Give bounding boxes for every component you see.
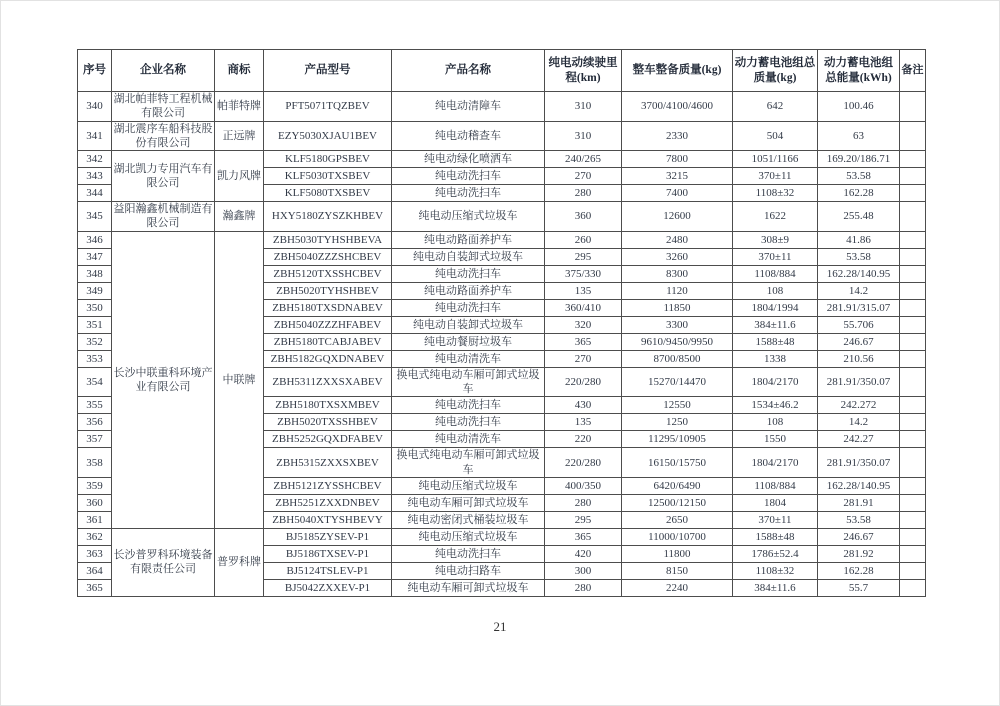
product-name-cell: 纯电动餐厨垃圾车 bbox=[392, 333, 545, 350]
battery-mass-cell: 370±11 bbox=[733, 248, 818, 265]
battery-energy-cell: 281.91 bbox=[818, 494, 900, 511]
battery-mass-cell: 1108±32 bbox=[733, 562, 818, 579]
row-serial: 352 bbox=[78, 333, 112, 350]
column-header-note: 备注 bbox=[900, 50, 926, 92]
battery-mass-cell: 370±11 bbox=[733, 168, 818, 185]
battery-energy-cell: 14.2 bbox=[818, 282, 900, 299]
column-header-battery-mass: 动力蓄电池组总质量(kg) bbox=[733, 50, 818, 92]
curb-mass-cell: 9610/9450/9950 bbox=[622, 333, 733, 350]
electric-range-cell: 220/280 bbox=[545, 448, 622, 478]
battery-energy-cell: 53.58 bbox=[818, 168, 900, 185]
electric-range-cell: 310 bbox=[545, 121, 622, 151]
note-cell bbox=[900, 528, 926, 545]
company-name-cell: 湖北震序车船科技股份有限公司 bbox=[113, 122, 213, 149]
electric-range-cell: 360 bbox=[545, 202, 622, 232]
product-name-cell: 纯电动压缩式垃圾车 bbox=[392, 528, 545, 545]
product-name-cell: 纯电动清洗车 bbox=[392, 350, 545, 367]
electric-range-cell: 220/280 bbox=[545, 367, 622, 397]
electric-range-cell: 300 bbox=[545, 562, 622, 579]
row-serial: 360 bbox=[78, 494, 112, 511]
row-serial: 365 bbox=[78, 579, 112, 596]
battery-mass-cell: 1550 bbox=[733, 431, 818, 448]
product-model-cell: ZBH5040ZZZSHCBEV bbox=[264, 248, 392, 265]
note-cell bbox=[900, 350, 926, 367]
company-name-cell: 湖北凯力专用汽车有限公司 bbox=[112, 151, 215, 202]
note-cell bbox=[900, 448, 926, 478]
note-cell bbox=[900, 333, 926, 350]
curb-mass-cell: 6420/6490 bbox=[622, 477, 733, 494]
electric-range-cell: 260 bbox=[545, 231, 622, 248]
row-serial: 351 bbox=[78, 316, 112, 333]
product-name-cell: 换电式纯电动车厢可卸式垃圾车 bbox=[392, 367, 545, 397]
battery-energy-cell: 55.706 bbox=[818, 316, 900, 333]
electric-range-cell: 270 bbox=[545, 350, 622, 367]
table-row bbox=[78, 202, 926, 232]
electric-range-cell: 365 bbox=[545, 333, 622, 350]
electric-range-cell: 240/265 bbox=[545, 151, 622, 168]
note-cell bbox=[900, 545, 926, 562]
electric-range-cell: 295 bbox=[545, 248, 622, 265]
row-serial: 362 bbox=[78, 528, 112, 545]
battery-mass-cell: 1051/1166 bbox=[733, 151, 818, 168]
battery-mass-cell: 308±9 bbox=[733, 231, 818, 248]
electric-range-cell: 135 bbox=[545, 282, 622, 299]
battery-mass-cell: 1338 bbox=[733, 350, 818, 367]
battery-energy-cell: 55.7 bbox=[818, 579, 900, 596]
table-row bbox=[78, 528, 926, 545]
product-model-cell: ZBH5180TXSXMBEV bbox=[264, 397, 392, 414]
battery-energy-cell: 53.58 bbox=[818, 511, 900, 528]
battery-mass-cell: 1786±52.4 bbox=[733, 545, 818, 562]
product-model-cell: ZBH5040XTYSHBEVY bbox=[264, 511, 392, 528]
battery-energy-cell: 210.56 bbox=[818, 350, 900, 367]
curb-mass-cell: 12600 bbox=[622, 202, 733, 232]
product-model-cell: ZBH5180TCABJABEV bbox=[264, 333, 392, 350]
column-header-mass: 整车整备质量(kg) bbox=[622, 50, 733, 92]
product-model-cell: ZBH5020TXSSHBEV bbox=[264, 414, 392, 431]
row-serial: 363 bbox=[78, 545, 112, 562]
curb-mass-cell: 15270/14470 bbox=[622, 367, 733, 397]
row-serial: 356 bbox=[78, 414, 112, 431]
row-serial: 344 bbox=[78, 185, 112, 202]
product-name-cell: 纯电动洗扫车 bbox=[392, 414, 545, 431]
note-cell bbox=[900, 477, 926, 494]
row-serial: 340 bbox=[78, 92, 112, 122]
brand-cell: 瀚鑫牌 bbox=[215, 202, 264, 232]
battery-mass-cell: 1534±46.2 bbox=[733, 397, 818, 414]
product-name-cell: 纯电动路面养护车 bbox=[392, 282, 545, 299]
product-name-cell: 纯电动密闭式桶装垃圾车 bbox=[392, 511, 545, 528]
product-model-cell: KLF5180GPSBEV bbox=[264, 151, 392, 168]
curb-mass-cell: 11850 bbox=[622, 299, 733, 316]
catalog-table-body bbox=[78, 92, 926, 597]
battery-energy-cell: 281.91/350.07 bbox=[818, 367, 900, 397]
product-model-cell: ZBH5315ZXXSXBEV bbox=[264, 448, 392, 478]
product-name-cell: 纯电动绿化喷洒车 bbox=[392, 151, 545, 168]
product-name-cell: 纯电动路面养护车 bbox=[392, 231, 545, 248]
curb-mass-cell: 2240 bbox=[622, 579, 733, 596]
curb-mass-cell: 2330 bbox=[622, 121, 733, 151]
vehicle-catalog-table bbox=[77, 49, 926, 597]
electric-range-cell: 270 bbox=[545, 168, 622, 185]
product-name-cell: 纯电动洗扫车 bbox=[392, 299, 545, 316]
column-header-company: 企业名称 bbox=[112, 50, 215, 92]
row-serial: 353 bbox=[78, 350, 112, 367]
row-serial: 361 bbox=[78, 511, 112, 528]
battery-energy-cell: 162.28 bbox=[818, 562, 900, 579]
electric-range-cell: 375/330 bbox=[545, 265, 622, 282]
product-name-cell: 纯电动洗扫车 bbox=[392, 545, 545, 562]
note-cell bbox=[900, 92, 926, 122]
brand-cell: 正远牌 bbox=[215, 121, 264, 151]
battery-energy-cell: 162.28/140.95 bbox=[818, 265, 900, 282]
product-name-cell: 纯电动洗扫车 bbox=[392, 397, 545, 414]
company-name-cell: 湖北帕菲特工程机械有限公司 bbox=[113, 93, 213, 120]
curb-mass-cell: 11295/10905 bbox=[622, 431, 733, 448]
electric-range-cell: 280 bbox=[545, 185, 622, 202]
battery-mass-cell: 384±11.6 bbox=[733, 579, 818, 596]
battery-mass-cell: 1804/2170 bbox=[733, 367, 818, 397]
page-number: 21 bbox=[493, 619, 507, 634]
row-serial: 350 bbox=[78, 299, 112, 316]
column-header-range: 纯电动续驶里程(km) bbox=[545, 50, 622, 92]
product-name-cell: 纯电动清障车 bbox=[392, 92, 545, 122]
battery-energy-cell: 41.86 bbox=[818, 231, 900, 248]
curb-mass-cell: 2480 bbox=[622, 231, 733, 248]
battery-energy-cell: 281.91/350.07 bbox=[818, 448, 900, 478]
product-model-cell: BJ5186TXSEV-P1 bbox=[264, 545, 392, 562]
row-serial: 348 bbox=[78, 265, 112, 282]
product-model-cell: ZBH5020TYHSHBEV bbox=[264, 282, 392, 299]
curb-mass-cell: 3215 bbox=[622, 168, 733, 185]
product-name-cell: 纯电动洗扫车 bbox=[392, 265, 545, 282]
table-row bbox=[78, 92, 926, 122]
product-model-cell: ZBH5180TXSDNABEV bbox=[264, 299, 392, 316]
battery-mass-cell: 384±11.6 bbox=[733, 316, 818, 333]
product-model-cell: BJ5042ZXXEV-P1 bbox=[264, 579, 392, 596]
battery-energy-cell: 246.67 bbox=[818, 528, 900, 545]
column-header-energy: 动力蓄电池组总能量(kWh) bbox=[818, 50, 900, 92]
product-name-cell: 纯电动压缩式垃圾车 bbox=[392, 477, 545, 494]
battery-energy-cell: 162.28/140.95 bbox=[818, 477, 900, 494]
battery-energy-cell: 53.58 bbox=[818, 248, 900, 265]
battery-mass-cell: 1108±32 bbox=[733, 185, 818, 202]
battery-energy-cell: 169.20/186.71 bbox=[818, 151, 900, 168]
battery-energy-cell: 281.91/315.07 bbox=[818, 299, 900, 316]
battery-mass-cell: 504 bbox=[733, 121, 818, 151]
curb-mass-cell: 12550 bbox=[622, 397, 733, 414]
product-name-cell: 纯电动压缩式垃圾车 bbox=[392, 202, 545, 232]
row-serial: 357 bbox=[78, 431, 112, 448]
battery-mass-cell: 1804/1994 bbox=[733, 299, 818, 316]
product-model-cell: ZBH5252GQXDFABEV bbox=[264, 431, 392, 448]
product-model-cell: PFT5071TQZBEV bbox=[264, 92, 392, 122]
row-serial: 359 bbox=[78, 477, 112, 494]
note-cell bbox=[900, 494, 926, 511]
brand-cell: 帕菲特牌 bbox=[215, 92, 264, 122]
curb-mass-cell: 1120 bbox=[622, 282, 733, 299]
curb-mass-cell: 2650 bbox=[622, 511, 733, 528]
electric-range-cell: 135 bbox=[545, 414, 622, 431]
battery-energy-cell: 242.27 bbox=[818, 431, 900, 448]
curb-mass-cell: 11000/10700 bbox=[622, 528, 733, 545]
curb-mass-cell: 1250 bbox=[622, 414, 733, 431]
product-name-cell: 纯电动清洗车 bbox=[392, 431, 545, 448]
row-serial: 358 bbox=[78, 448, 112, 478]
electric-range-cell: 310 bbox=[545, 92, 622, 122]
note-cell bbox=[900, 367, 926, 397]
product-model-cell: BJ5124TSLEV-P1 bbox=[264, 562, 392, 579]
product-model-cell: ZBH5030TYHSHBEVA bbox=[264, 231, 392, 248]
column-header-name: 产品名称 bbox=[392, 50, 545, 92]
electric-range-cell: 365 bbox=[545, 528, 622, 545]
table-header bbox=[78, 50, 926, 92]
brand-cell: 凯力风牌 bbox=[215, 151, 264, 202]
note-cell bbox=[900, 414, 926, 431]
product-model-cell: EZY5030XJAU1BEV bbox=[264, 121, 392, 151]
battery-energy-cell: 255.48 bbox=[818, 202, 900, 232]
electric-range-cell: 280 bbox=[545, 579, 622, 596]
note-cell bbox=[900, 562, 926, 579]
row-serial: 343 bbox=[78, 168, 112, 185]
product-name-cell: 纯电动扫路车 bbox=[392, 562, 545, 579]
row-serial: 341 bbox=[78, 121, 112, 151]
column-header-brand: 商标 bbox=[215, 50, 264, 92]
note-cell bbox=[900, 265, 926, 282]
note-cell bbox=[900, 511, 926, 528]
row-serial: 354 bbox=[78, 367, 112, 397]
note-cell bbox=[900, 248, 926, 265]
curb-mass-cell: 7800 bbox=[622, 151, 733, 168]
battery-mass-cell: 1622 bbox=[733, 202, 818, 232]
note-cell bbox=[900, 151, 926, 168]
table-row bbox=[78, 121, 926, 151]
note-cell bbox=[900, 185, 926, 202]
row-serial: 364 bbox=[78, 562, 112, 579]
product-name-cell: 纯电动车厢可卸式垃圾车 bbox=[392, 579, 545, 596]
electric-range-cell: 295 bbox=[545, 511, 622, 528]
product-name-cell: 换电式纯电动车厢可卸式垃圾车 bbox=[392, 448, 545, 478]
note-cell bbox=[900, 299, 926, 316]
product-model-cell: KLF5080TXSBEV bbox=[264, 185, 392, 202]
battery-mass-cell: 642 bbox=[733, 92, 818, 122]
product-model-cell: ZBH5040ZZZHFABEV bbox=[264, 316, 392, 333]
battery-mass-cell: 370±11 bbox=[733, 511, 818, 528]
product-name-cell: 纯电动洗扫车 bbox=[392, 185, 545, 202]
note-cell bbox=[900, 579, 926, 596]
note-cell bbox=[900, 316, 926, 333]
header-row bbox=[78, 50, 926, 92]
electric-range-cell: 400/350 bbox=[545, 477, 622, 494]
battery-energy-cell: 281.92 bbox=[818, 545, 900, 562]
row-serial: 349 bbox=[78, 282, 112, 299]
note-cell bbox=[900, 121, 926, 151]
curb-mass-cell: 11800 bbox=[622, 545, 733, 562]
battery-energy-cell: 14.2 bbox=[818, 414, 900, 431]
product-model-cell: ZBH5121ZYSSHCBEV bbox=[264, 477, 392, 494]
note-cell bbox=[900, 282, 926, 299]
curb-mass-cell: 8150 bbox=[622, 562, 733, 579]
battery-energy-cell: 63 bbox=[818, 121, 900, 151]
battery-mass-cell: 1804/2170 bbox=[733, 448, 818, 478]
curb-mass-cell: 12500/12150 bbox=[622, 494, 733, 511]
product-model-cell: HXY5180ZYSZKHBEV bbox=[264, 202, 392, 232]
row-serial: 342 bbox=[78, 151, 112, 168]
product-name-cell: 纯电动洗扫车 bbox=[392, 168, 545, 185]
battery-energy-cell: 100.46 bbox=[818, 92, 900, 122]
note-cell bbox=[900, 431, 926, 448]
electric-range-cell: 280 bbox=[545, 494, 622, 511]
product-name-cell: 纯电动车厢可卸式垃圾车 bbox=[392, 494, 545, 511]
product-model-cell: ZBH5311ZXXSXABEV bbox=[264, 367, 392, 397]
battery-energy-cell: 246.67 bbox=[818, 333, 900, 350]
product-model-cell: ZBH5182GQXDNABEV bbox=[264, 350, 392, 367]
column-header-serial: 序号 bbox=[78, 50, 112, 92]
brand-cell: 中联牌 bbox=[215, 231, 264, 528]
note-cell bbox=[900, 231, 926, 248]
column-header-model: 产品型号 bbox=[264, 50, 392, 92]
battery-mass-cell: 1588±48 bbox=[733, 333, 818, 350]
curb-mass-cell: 3700/4100/4600 bbox=[622, 92, 733, 122]
electric-range-cell: 360/410 bbox=[545, 299, 622, 316]
electric-range-cell: 430 bbox=[545, 397, 622, 414]
curb-mass-cell: 7400 bbox=[622, 185, 733, 202]
curb-mass-cell: 8300 bbox=[622, 265, 733, 282]
product-model-cell: BJ5185ZYSEV-P1 bbox=[264, 528, 392, 545]
product-model-cell: ZBH5120TXSSHCBEV bbox=[264, 265, 392, 282]
table-row bbox=[78, 151, 926, 168]
row-serial: 347 bbox=[78, 248, 112, 265]
battery-mass-cell: 1108/884 bbox=[733, 265, 818, 282]
battery-energy-cell: 242.272 bbox=[818, 397, 900, 414]
product-name-cell: 纯电动自装卸式垃圾车 bbox=[392, 248, 545, 265]
curb-mass-cell: 3260 bbox=[622, 248, 733, 265]
row-serial: 355 bbox=[78, 397, 112, 414]
electric-range-cell: 420 bbox=[545, 545, 622, 562]
table-row bbox=[78, 231, 926, 248]
note-cell bbox=[900, 397, 926, 414]
note-cell bbox=[900, 202, 926, 232]
battery-mass-cell: 108 bbox=[733, 414, 818, 431]
battery-mass-cell: 1588±48 bbox=[733, 528, 818, 545]
company-name-cell: 长沙中联重科环境产业有限公司 bbox=[112, 231, 215, 528]
product-model-cell: ZBH5251ZXXDNBEV bbox=[264, 494, 392, 511]
note-cell bbox=[900, 168, 926, 185]
battery-mass-cell: 1804 bbox=[733, 494, 818, 511]
product-model-cell: KLF5030TXSBEV bbox=[264, 168, 392, 185]
curb-mass-cell: 8700/8500 bbox=[622, 350, 733, 367]
product-name-cell: 纯电动稽查车 bbox=[392, 121, 545, 151]
company-name-cell: 长沙普罗科环境装备有限责任公司 bbox=[112, 528, 215, 596]
electric-range-cell: 220 bbox=[545, 431, 622, 448]
battery-mass-cell: 108 bbox=[733, 282, 818, 299]
product-name-cell: 纯电动自装卸式垃圾车 bbox=[392, 316, 545, 333]
battery-energy-cell: 162.28 bbox=[818, 185, 900, 202]
company-name-cell: 益阳瀚鑫机械制造有限公司 bbox=[113, 203, 213, 230]
curb-mass-cell: 3300 bbox=[622, 316, 733, 333]
curb-mass-cell: 16150/15750 bbox=[622, 448, 733, 478]
brand-cell: 普罗科牌 bbox=[215, 528, 264, 596]
row-serial: 345 bbox=[78, 202, 112, 232]
electric-range-cell: 320 bbox=[545, 316, 622, 333]
battery-mass-cell: 1108/884 bbox=[733, 477, 818, 494]
row-serial: 346 bbox=[78, 231, 112, 248]
